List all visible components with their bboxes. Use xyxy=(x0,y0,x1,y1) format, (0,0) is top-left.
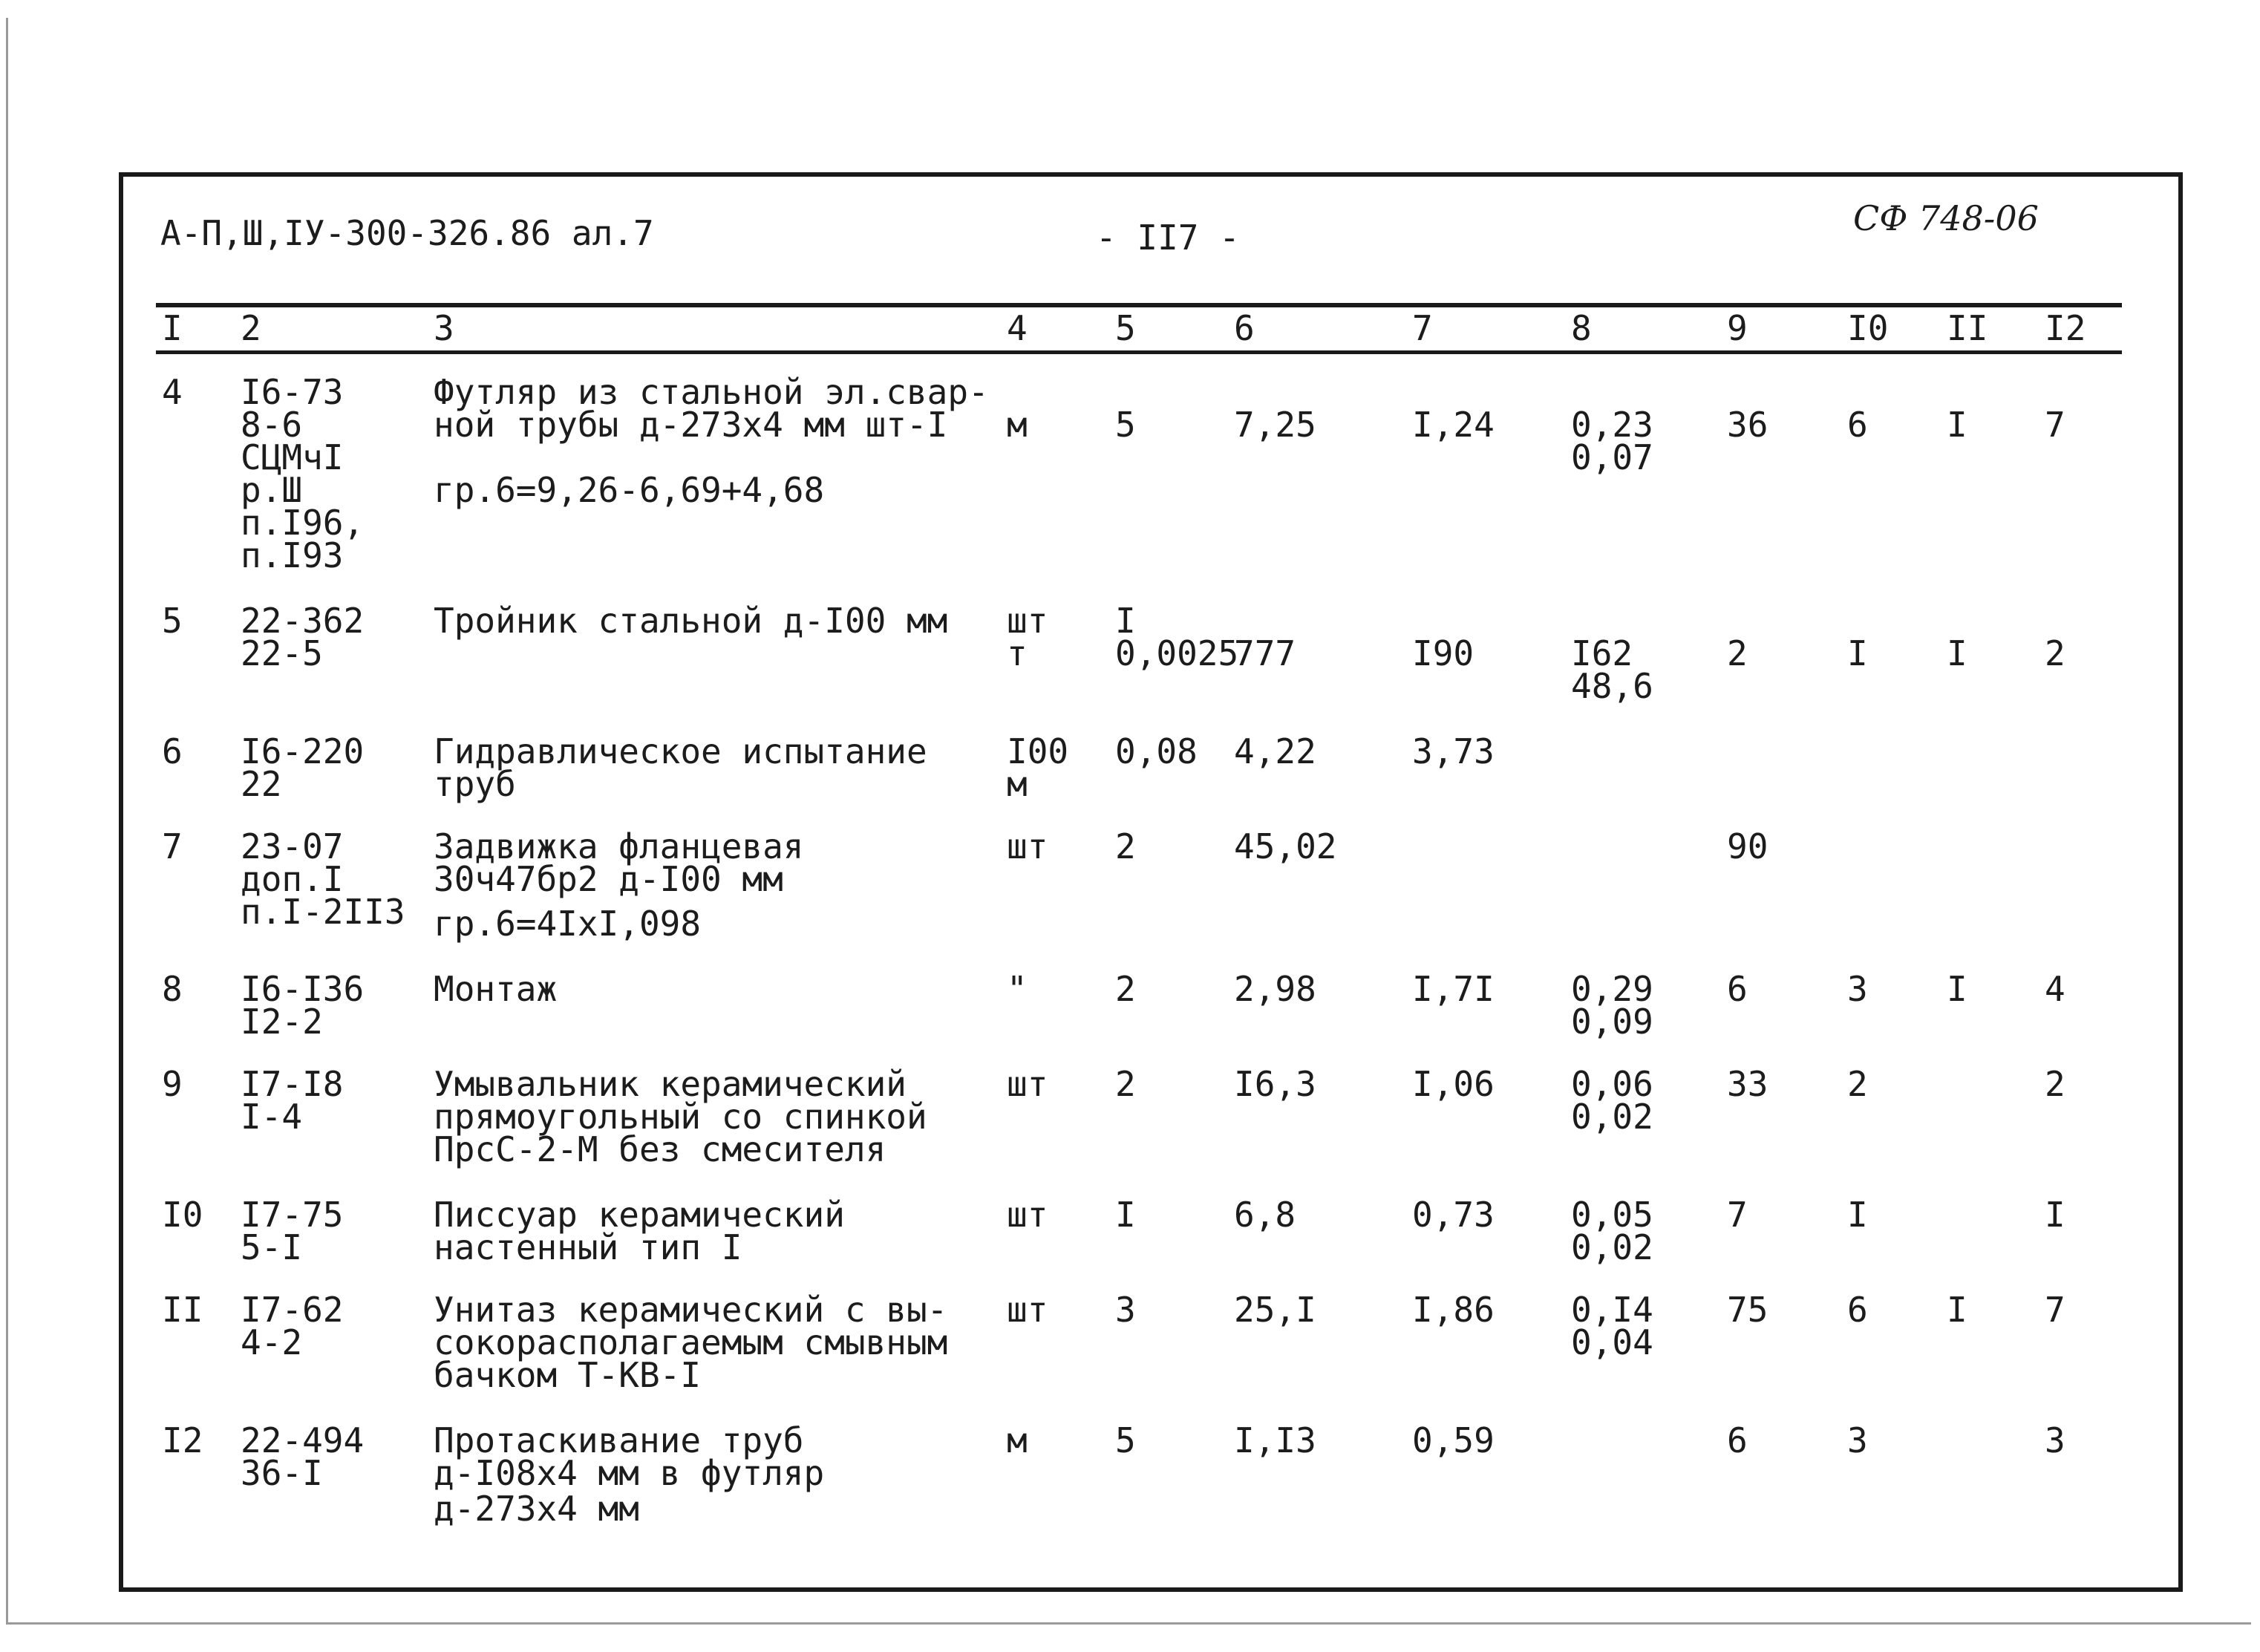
row-code: I6-I36 I2-2 xyxy=(241,969,365,1042)
row-col10: 3 xyxy=(1847,1420,1868,1460)
row-quantity: 0,08 xyxy=(1115,731,1198,771)
row-col8: 0,05 0,02 xyxy=(1571,1195,1653,1267)
row-quantity: 2 xyxy=(1115,826,1136,866)
row-col9: 90 xyxy=(1727,826,1769,866)
row-quantity: 2 xyxy=(1115,1064,1136,1104)
column-header: 2 xyxy=(241,308,261,348)
row-col6: 7,25 xyxy=(1234,405,1316,445)
row-description: Протаскивание труб д-I08х4 мм в футляр xyxy=(434,1420,825,1493)
row-col8: I62 48,6 xyxy=(1571,633,1653,706)
row-code: 23-07 доп.I п.I-2II3 xyxy=(241,826,405,932)
row-number: 5 xyxy=(162,601,183,641)
column-header: 8 xyxy=(1571,308,1592,348)
column-header: 7 xyxy=(1412,308,1433,348)
row-col9: 75 xyxy=(1727,1290,1769,1330)
row-number: I2 xyxy=(162,1420,203,1460)
column-header: II xyxy=(1947,308,1988,348)
row-col12: 7 xyxy=(2045,405,2065,445)
row-col7: 0,73 xyxy=(1412,1195,1495,1235)
row-quantity: 5 xyxy=(1115,1420,1136,1460)
column-header: 5 xyxy=(1115,308,1136,348)
row-col10: I xyxy=(1847,633,1868,673)
column-header: I2 xyxy=(2045,308,2086,348)
row-quantity: I 0,0025 xyxy=(1115,601,1239,673)
row-col7: I90 xyxy=(1412,633,1474,673)
row-unit: шт xyxy=(1007,1064,1048,1104)
row-unit: м xyxy=(1007,1420,1028,1460)
row-code: 22-494 36-I xyxy=(241,1420,365,1493)
row-col7: I,24 xyxy=(1412,405,1495,445)
row-unit: " xyxy=(1007,969,1028,1009)
row-col12: 3 xyxy=(2045,1420,2065,1460)
header-rule-top xyxy=(156,303,2122,307)
row-col12: I xyxy=(2045,1195,2065,1235)
row-unit: шт xyxy=(1007,1195,1048,1235)
row-number: 4 xyxy=(162,372,183,412)
row-col6: I,I3 xyxy=(1234,1420,1316,1460)
row-note: гр.6=9,26-6,69+4,68 xyxy=(434,470,825,510)
row-col10: 6 xyxy=(1847,405,1868,445)
row-col11: I xyxy=(1947,969,1967,1009)
row-number: 7 xyxy=(162,826,183,866)
row-col6: I6,3 xyxy=(1234,1064,1316,1104)
column-header: 6 xyxy=(1234,308,1255,348)
row-number: 9 xyxy=(162,1064,183,1104)
row-col12: 2 xyxy=(2045,633,2065,673)
document-code: А-П,Ш,IУ-300-326.86 ал.7 xyxy=(160,213,654,253)
row-code: I7-75 5-I xyxy=(241,1195,344,1267)
row-description: Гидравлическое испытание труб xyxy=(434,731,927,804)
row-code: I7-I8 I-4 xyxy=(241,1064,344,1137)
row-col11: I xyxy=(1947,405,1967,445)
row-quantity: 5 xyxy=(1115,405,1136,445)
column-header: 3 xyxy=(434,308,454,348)
row-description: Умывальник керамический прямоугольный со спинкой ПрсС-2-М без смесителя xyxy=(434,1064,927,1169)
row-col10: I xyxy=(1847,1195,1868,1235)
row-col7: I,86 xyxy=(1412,1290,1495,1330)
document-frame xyxy=(119,172,2183,1592)
row-col9: 7 xyxy=(1727,1195,1748,1235)
row-description: Писсуар керамический настенный тип I xyxy=(434,1195,845,1267)
row-col12: 7 xyxy=(2045,1290,2065,1330)
column-header: 4 xyxy=(1007,308,1028,348)
row-unit: шт xyxy=(1007,1290,1048,1330)
row-col8: 0,06 0,02 xyxy=(1571,1064,1653,1137)
row-col12: 2 xyxy=(2045,1064,2065,1104)
row-col9: 6 xyxy=(1727,969,1748,1009)
row-col7: I,06 xyxy=(1412,1064,1495,1104)
row-unit: шт т xyxy=(1007,601,1048,673)
row-code: I6-73 8-6 СЦМчI р.Ш п.I96, п.I93 xyxy=(241,372,365,575)
row-col9: 33 xyxy=(1727,1064,1769,1104)
row-description: Унитаз керамический с вы- сокорасполагаемым смывным бачком Т-КВ-I xyxy=(434,1290,948,1395)
row-note: д-273х4 мм xyxy=(434,1489,639,1529)
row-col9: 36 xyxy=(1727,405,1769,445)
row-quantity: I xyxy=(1115,1195,1136,1235)
row-quantity: 2 xyxy=(1115,969,1136,1009)
row-description: Монтаж xyxy=(434,969,558,1009)
row-description: Задвижка фланцевая 30ч47бр2 д-I00 мм xyxy=(434,826,804,899)
row-col11: I xyxy=(1947,633,1967,673)
row-col6: 777 xyxy=(1234,633,1296,673)
row-number: II xyxy=(162,1290,203,1330)
row-col7: 0,59 xyxy=(1412,1420,1495,1460)
row-description: Футляр из стальной эл.свар- ной трубы д-273х4 мм шт-I xyxy=(434,372,989,445)
row-number: 8 xyxy=(162,969,183,1009)
row-code: I7-62 4-2 xyxy=(241,1290,344,1362)
row-col6: 2,98 xyxy=(1234,969,1316,1009)
row-col8: 0,I4 0,04 xyxy=(1571,1290,1653,1362)
row-unit: шт xyxy=(1007,826,1048,866)
handwritten-code: СФ 748-06 xyxy=(1853,198,2039,238)
row-col6: 25,I xyxy=(1234,1290,1316,1330)
row-code: 22-362 22-5 xyxy=(241,601,365,673)
column-header: I0 xyxy=(1847,308,1889,348)
header-rule-bottom xyxy=(156,350,2122,354)
row-col11: I xyxy=(1947,1290,1967,1330)
row-note: гр.6=4IхI,098 xyxy=(434,904,702,944)
row-col6: 4,22 xyxy=(1234,731,1316,771)
row-number: I0 xyxy=(162,1195,203,1235)
row-code: I6-220 22 xyxy=(241,731,365,804)
row-unit: м xyxy=(1007,405,1028,445)
row-col9: 2 xyxy=(1727,633,1748,673)
row-col8: 0,23 0,07 xyxy=(1571,405,1653,477)
row-col6: 45,02 xyxy=(1234,826,1337,866)
column-header: 9 xyxy=(1727,308,1748,348)
row-quantity: 3 xyxy=(1115,1290,1136,1330)
row-col6: 6,8 xyxy=(1234,1195,1296,1235)
row-col10: 6 xyxy=(1847,1290,1868,1330)
row-col7: I,7I xyxy=(1412,969,1495,1009)
column-header: I xyxy=(162,308,183,348)
row-col8: 0,29 0,09 xyxy=(1571,969,1653,1042)
row-unit: I00 м xyxy=(1007,731,1069,804)
row-col12: 4 xyxy=(2045,969,2065,1009)
row-col9: 6 xyxy=(1727,1420,1748,1460)
row-col10: 3 xyxy=(1847,969,1868,1009)
row-col10: 2 xyxy=(1847,1064,1868,1104)
row-description: Тройник стальной д-I00 мм xyxy=(434,601,948,641)
row-number: 6 xyxy=(162,731,183,771)
row-col7: 3,73 xyxy=(1412,731,1495,771)
page-number: - II7 - xyxy=(1096,218,1240,258)
